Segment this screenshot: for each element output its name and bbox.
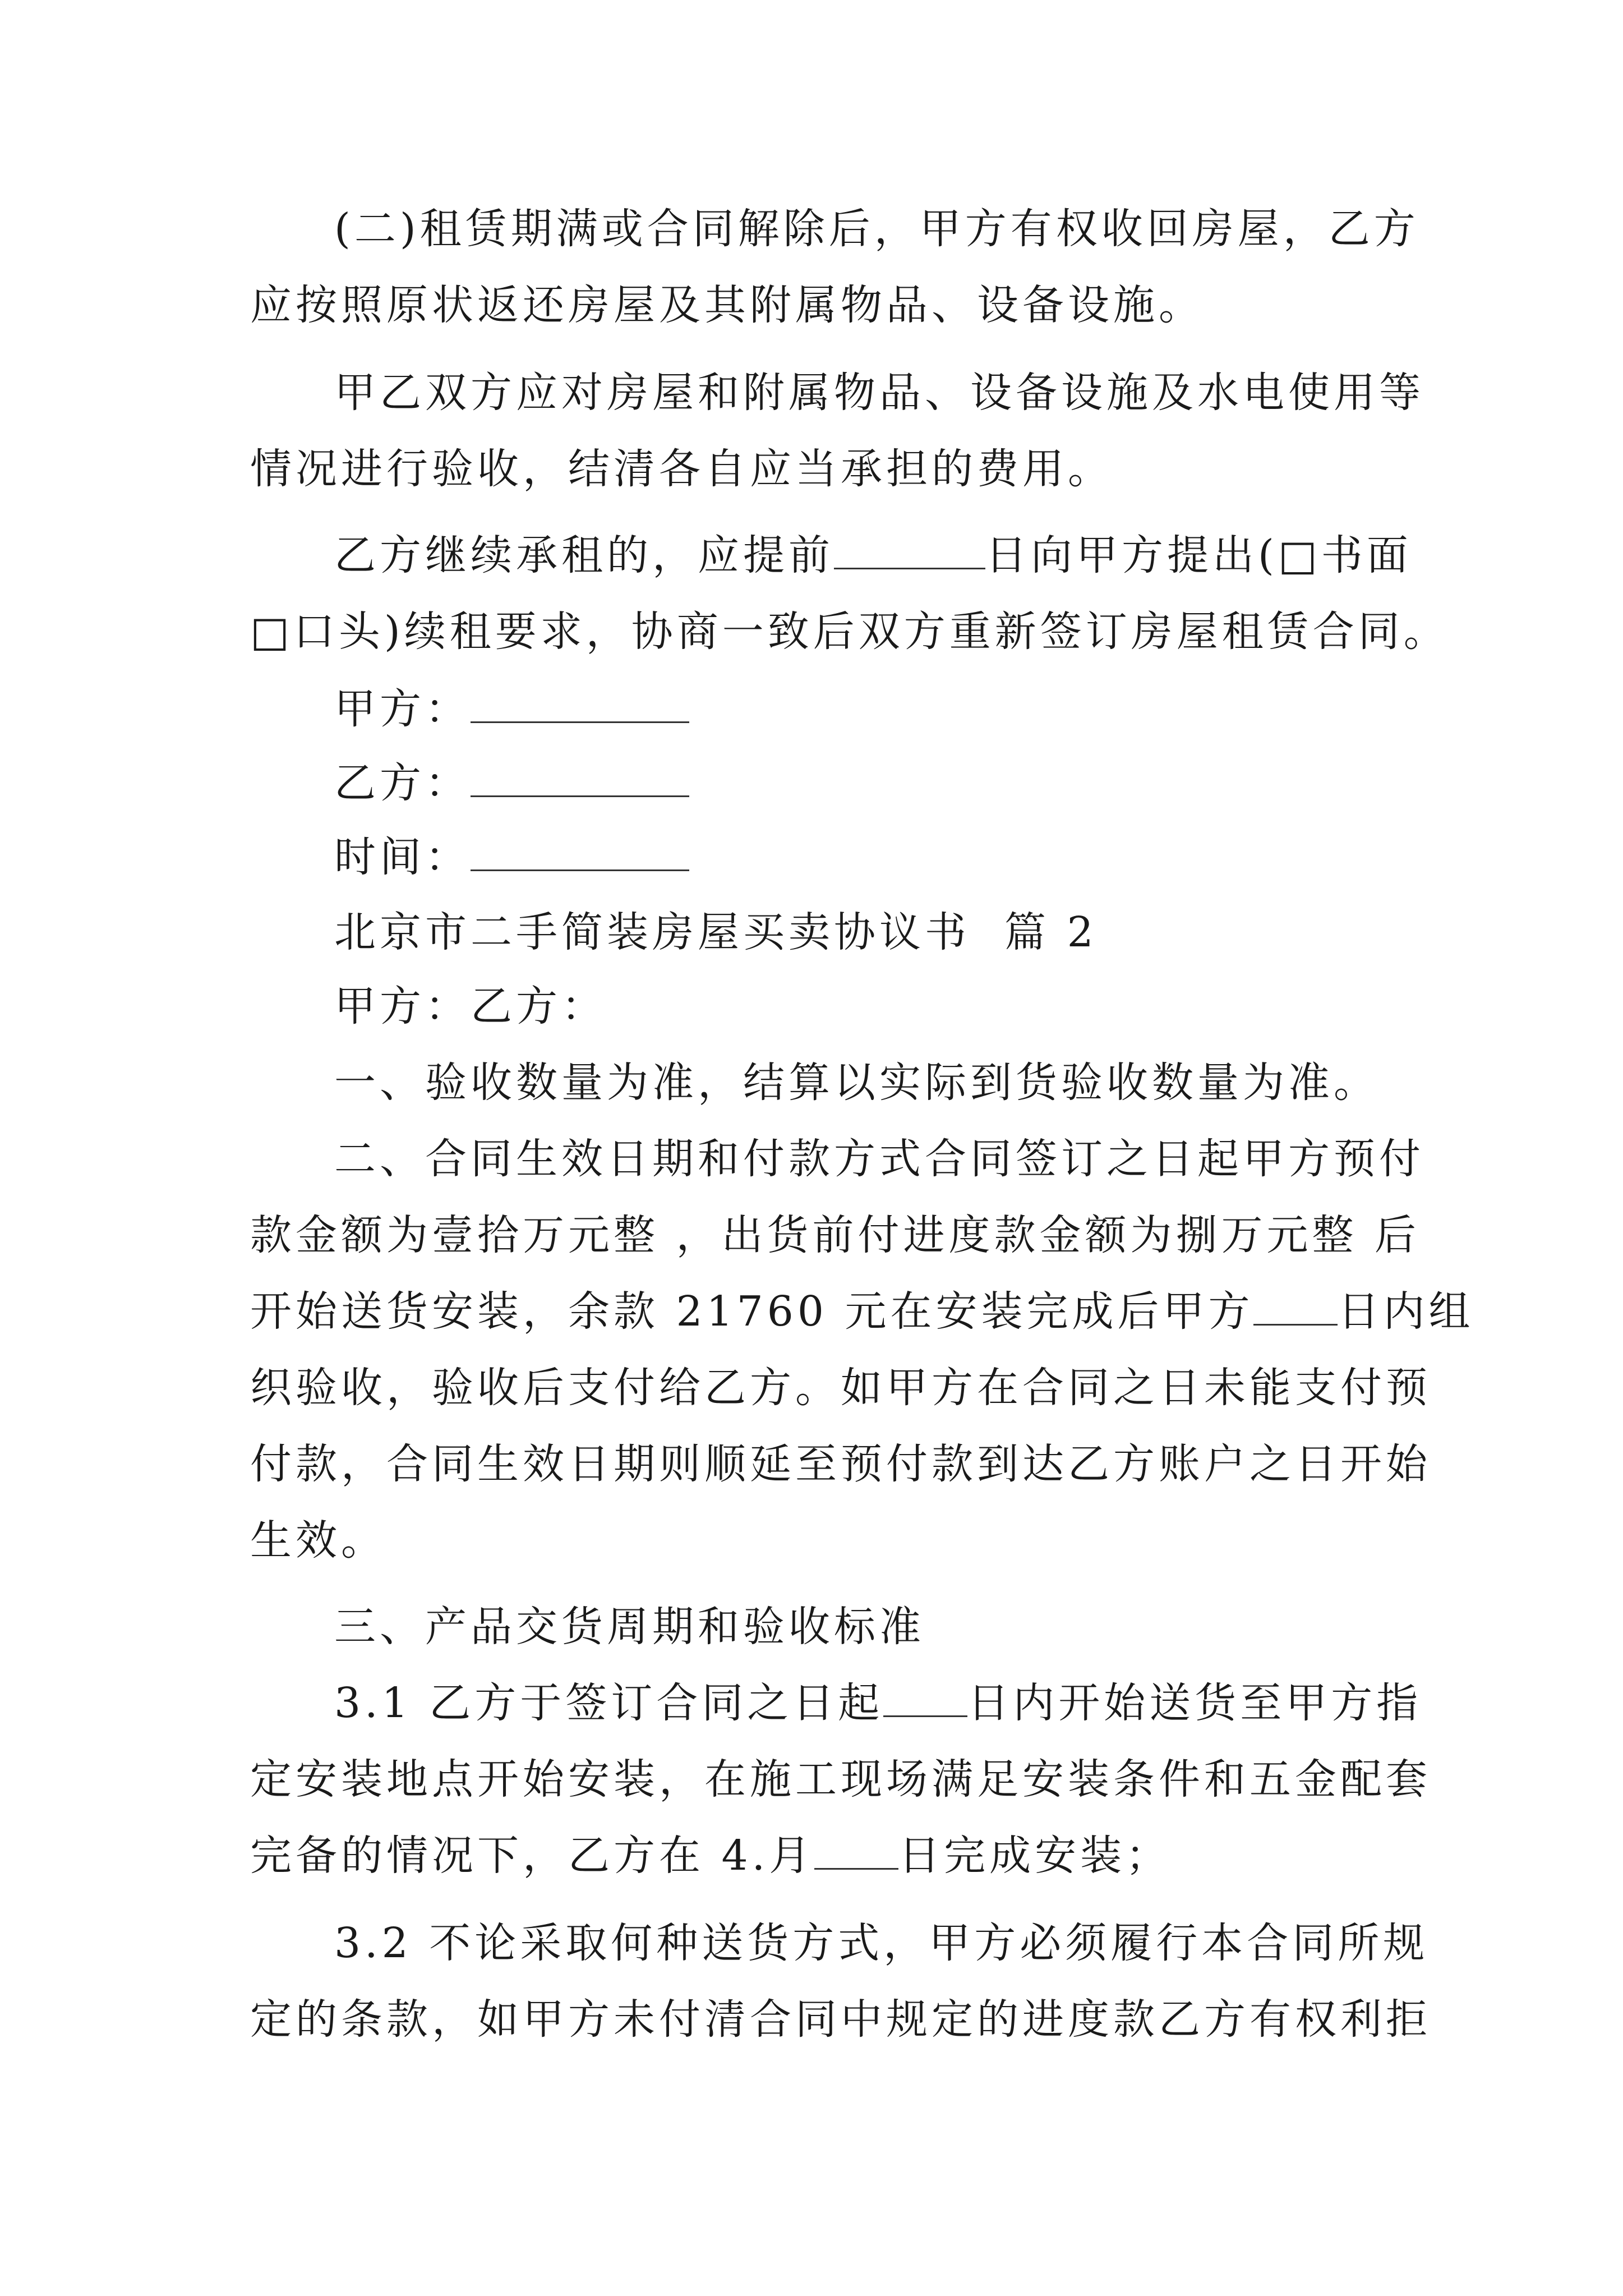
signature-time	[334, 830, 689, 884]
time-label: 时间：	[334, 833, 471, 881]
signature-blank	[471, 762, 689, 797]
clause-2-line2: 款金额为壹拾万元整 ，出货前付进度款金额为捌万元整 后	[250, 1211, 1421, 1259]
clause-3-1-text-a: 3.1 乙方于签订合同之日起	[334, 1679, 884, 1727]
signature-party-b	[334, 756, 689, 810]
clause-2-line3	[250, 1285, 1474, 1338]
clause-2-line5: 付款，合同生效日期则顺延至预付款到达乙方账户之日开始	[250, 1440, 1431, 1488]
clause-3-2-line2: 定的条款，如甲方未付清合同中规定的进度款乙方有权利拒	[250, 1995, 1431, 2044]
section-title: 北京市二手简装房屋买卖协议书 篇 2	[334, 908, 1098, 956]
clause-2-line6: 生效。	[250, 1516, 386, 1565]
fill-blank	[834, 534, 985, 569]
p3-line2: □口头)续租要求，协商一致后双方重新签订房屋租赁合同。	[250, 608, 1449, 656]
clause-3-title: 三、产品交货周期和验收标准	[334, 1603, 925, 1651]
party-a-label: 甲方：	[334, 685, 471, 733]
clause-3-1-line3-text-b: 日完成安装；	[898, 1832, 1172, 1880]
clause-3-1-line3-text-a: 完备的情况下，乙方在 4.月	[250, 1832, 815, 1880]
clause-3-1-text-b: 日内开始送货至甲方指	[967, 1679, 1422, 1727]
p3-line1	[334, 528, 1412, 582]
parties-line: 甲方：乙方：	[334, 982, 607, 1030]
p3-line1-text-a: 乙方继续承租的，应提前	[334, 531, 834, 579]
p2-line1: 甲乙双方应对房屋和附属物品、设备设施及水电使用等	[334, 369, 1424, 417]
party-b-label: 乙方：	[334, 759, 471, 807]
clause-3-1-line3	[250, 1829, 1171, 1883]
p1-line1: (二)租赁期满或合同解除后，甲方有权收回房屋，乙方	[334, 205, 1419, 253]
clause-2-line3-text-a: 开始送货安装，余款 21760 元在安装完成后甲方	[250, 1287, 1254, 1336]
fill-blank	[1253, 1290, 1338, 1326]
clause-3-2-line1: 3.2 不论采取何种送货方式，甲方必须履行本合同所规	[334, 1919, 1429, 1967]
clause-2-line4: 织验收，验收后支付给乙方。如甲方在合同之日未能支付预	[250, 1364, 1431, 1412]
clause-2-line3-text-b: 日内组	[1338, 1287, 1474, 1336]
fill-blank	[883, 1682, 967, 1717]
clause-2-line1: 二、合同生效日期和付款方式合同签订之日起甲方预付	[334, 1135, 1424, 1183]
signature-blank	[471, 688, 689, 723]
p2-line2: 情况进行验收，结清各自应当承担的费用。	[250, 445, 1113, 493]
p3-line1-text-b: 日向甲方提出(□书面	[985, 531, 1412, 579]
signature-blank	[471, 836, 689, 871]
fill-blank	[814, 1834, 898, 1870]
clause-1: 一、验收数量为准，结算以实际到货验收数量为准。	[334, 1059, 1379, 1107]
clause-3-1-line2: 定安装地点开始安装，在施工现场满足安装条件和五金配套	[250, 1755, 1431, 1803]
p1-line2: 应按照原状返还房屋及其附属物品、设备设施。	[250, 281, 1204, 329]
clause-3-1-line1	[334, 1676, 1422, 1730]
signature-party-a	[334, 682, 689, 736]
